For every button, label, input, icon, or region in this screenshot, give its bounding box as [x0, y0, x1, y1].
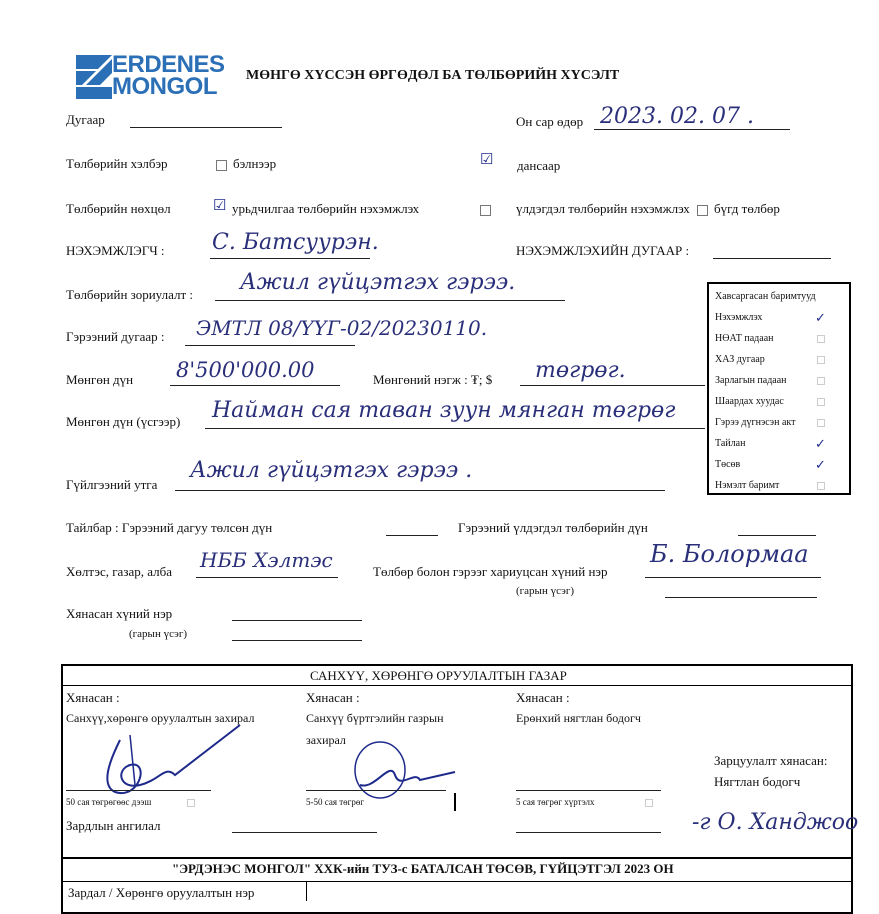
contract-number-label: Гэрээний дугаар :: [66, 329, 165, 344]
project-field[interactable]: [196, 577, 338, 578]
transaction-value: Ажил гүйцэтгэх гэрээ .: [190, 458, 473, 483]
purpose-value: Ажил гүйцэтгэх гэрээ.: [240, 270, 516, 295]
col2-role-line1: Санхүү бүртгэлийн газрын: [306, 711, 444, 725]
col3-role: Ерөнхий нягтлан бодогч: [516, 711, 641, 725]
account-checkbox-checked-icon[interactable]: ☑: [480, 152, 494, 168]
limit2-label: 5-50 сая төгрөг: [306, 797, 365, 807]
responsible-label: Төлбөр болон гэрээг хариуцсан хүний нэр: [373, 564, 608, 579]
payment-form-label: Төлбөрийн хэлбэр: [66, 156, 168, 171]
attached-docs-title: Хавсаргасан баримтууд: [715, 291, 816, 302]
requester-value: С. Батсуурэн.: [212, 230, 379, 255]
col2-sign-field[interactable]: [306, 790, 446, 791]
date-value: 2023. 02. 07 .: [600, 104, 754, 129]
doc-item[interactable]: Зарлагын падаан: [715, 375, 787, 386]
remaining-amount-label: Гэрээний үлдэгдэл төлбөрийн дүн: [458, 520, 648, 535]
checkbox[interactable]: [817, 482, 825, 490]
checkbox[interactable]: [817, 377, 825, 385]
doc-item[interactable]: Тайлан ✓: [715, 436, 826, 451]
date-label: Он сар өдөр: [516, 114, 584, 129]
cash-option[interactable]: [216, 156, 276, 172]
budget-divider: [63, 857, 851, 859]
finance-section-title: САНХҮҮ, ХӨРӨНГӨ ОРУУЛАЛТЫН ГАЗАР: [310, 668, 567, 683]
note-label: Тайлбар : Гэрээний дагуу төлсөн дүн: [66, 520, 273, 535]
limit3-label: 5 сая төгрөг хүртэлх: [516, 797, 659, 807]
amount-words-field[interactable]: [205, 428, 705, 429]
date-field[interactable]: [594, 129, 790, 130]
logo-mark-icon: [76, 55, 114, 99]
invoice-number-field[interactable]: [713, 258, 831, 259]
budget-title: "ЭРДЭНЭС МОНГОЛ" ХХК-ийн ТУЗ-с БАТАЛСАН ТӨСӨВ, ГҮЙЦЭТГЭЛ 2023 ОН: [172, 861, 674, 876]
budget-col1-header: Зардал / Хөрөнгө оруулалтын нэр: [68, 885, 255, 900]
responsible-signature-hint: (гарын үсэг): [516, 585, 574, 597]
amount-value: 8'500'000.00: [176, 358, 315, 382]
transaction-label: Гүйлгээний утга: [66, 477, 158, 492]
col3-sign-field[interactable]: [516, 790, 661, 791]
transaction-field[interactable]: [175, 490, 665, 491]
expense-category-field[interactable]: [232, 832, 377, 833]
reviewer-label: Хянасан хүний нэр: [66, 606, 173, 621]
responsible-name-field[interactable]: [645, 577, 821, 578]
budget-col-divider: [306, 881, 307, 901]
accountant-signature: -г О. Ханджоо: [692, 810, 859, 835]
col2-role-line2: захирал: [306, 733, 346, 747]
limit1-label: 50 сая төгрөгөөс дээш: [66, 797, 201, 807]
budget-header-divider: [63, 881, 851, 882]
col3-bottom-field[interactable]: [516, 832, 661, 833]
doc-item[interactable]: Төсөв ✓: [715, 457, 826, 472]
doc-item[interactable]: НӨАТ падаан: [715, 333, 774, 344]
checkbox[interactable]: [817, 356, 825, 364]
expense-category-label: Зардлын ангилал: [66, 818, 161, 833]
invoice-number-label: НЭХЭМЖЛЭХИЙН ДУГААР :: [516, 243, 690, 258]
reviewer-signature-hint: (гарын үсэг): [129, 628, 187, 640]
doc-item[interactable]: Нэмэлт баримт: [715, 480, 779, 491]
project-label: Хөлтэс, газар, алба: [66, 564, 172, 579]
doc-item[interactable]: Гэрээ дүгнэсэн акт: [715, 417, 795, 428]
limit3-checkbox[interactable]: [645, 799, 653, 807]
responsible-signature-field[interactable]: [665, 597, 817, 598]
remaining-checkbox[interactable]: [480, 205, 491, 216]
number-field[interactable]: [130, 127, 282, 128]
finance-divider: [63, 685, 851, 686]
responsible-value: Б. Болормаа: [650, 540, 809, 568]
contract-number-value: ЭМТЛ 08/ҮҮГ-02/20230110.: [196, 316, 488, 340]
payment-condition-label: Төлбөрийн нөхцөл: [66, 201, 171, 216]
col3-checked-label: Хянасан :: [516, 690, 570, 705]
attached-docs-box: [707, 282, 851, 495]
amount-words-value: Найман сая таван зуун мянган төгрөг: [212, 398, 676, 423]
advance-checkbox-checked-icon[interactable]: ☑: [213, 198, 227, 214]
limit1-checkbox[interactable]: [187, 799, 195, 807]
checkbox[interactable]: [817, 398, 825, 406]
currency-value: төгрөг.: [535, 358, 626, 383]
amount-label: Мөнгөн дүн: [66, 372, 134, 387]
check-icon: ✓: [815, 436, 826, 451]
col1-checked-label: Хянасан :: [66, 690, 120, 705]
paid-amount-field[interactable]: [386, 535, 438, 536]
number-label: Дугаар: [66, 112, 105, 127]
requester-field[interactable]: [210, 258, 370, 259]
remaining-option[interactable]: [480, 201, 497, 217]
amount-field[interactable]: [170, 385, 340, 386]
col1-sign-field[interactable]: [66, 790, 211, 791]
purpose-label: Төлбөрийн зориулалт :: [66, 287, 194, 302]
doc-item[interactable]: Шаардах хуудас: [715, 396, 784, 407]
doc-item[interactable]: Нэхэмжлэх ✓: [715, 310, 826, 325]
requester-label: НЭХЭМЖЛЭГЧ :: [66, 243, 165, 258]
full-label: бүгд төлбөр: [713, 201, 780, 216]
col4-role: Нягтлан бодогч: [714, 774, 801, 789]
account-label: дансаар: [517, 158, 561, 173]
advance-label: урьдчилгаа төлбөрийн нэхэмжлэх: [232, 201, 420, 216]
cursor-mark: [454, 793, 456, 811]
contract-number-field[interactable]: [185, 345, 355, 346]
remaining-amount-field[interactable]: [738, 535, 816, 536]
logo-text-line1: ERDENES: [112, 51, 225, 78]
logo-text-line2: MONGOL: [112, 73, 217, 100]
purpose-field[interactable]: [215, 300, 565, 301]
cash-checkbox[interactable]: [216, 160, 227, 171]
checkbox[interactable]: [817, 335, 825, 343]
full-checkbox[interactable]: [697, 205, 708, 216]
reviewer-name-field[interactable]: [232, 620, 362, 621]
doc-item[interactable]: ХАЗ дугаар: [715, 354, 765, 365]
project-value: НББ Хэлтэс: [200, 548, 333, 572]
director-signature-icon: [80, 720, 250, 800]
document-title: МӨНГӨ ХҮССЭН ӨРГӨДӨЛ БА ТӨЛБӨРИЙН ХҮСЭЛТ: [246, 68, 620, 83]
cash-label: бэлнээр: [233, 156, 277, 171]
check-icon: ✓: [815, 310, 826, 325]
company-logo: [76, 51, 225, 101]
check-icon: ✓: [815, 457, 826, 472]
remaining-label: үлдэгдэл төлбөрийн нэхэмжлэх бүгд төлбөр: [516, 201, 780, 216]
amount-words-label: Мөнгөн дүн (үсгээр): [66, 414, 181, 429]
reviewer-signature-field[interactable]: [232, 640, 362, 641]
checkbox[interactable]: [817, 419, 825, 427]
col1-role: Санхүү,хөрөнгө оруулалтын захирал: [66, 711, 255, 725]
col4-checked-label: Зарцуулалт хянасан:: [714, 753, 828, 768]
currency-label: Мөнгөний нэгж : ₮; $: [373, 372, 493, 387]
currency-field[interactable]: [520, 385, 705, 386]
col2-checked-label: Хянасан :: [306, 690, 360, 705]
